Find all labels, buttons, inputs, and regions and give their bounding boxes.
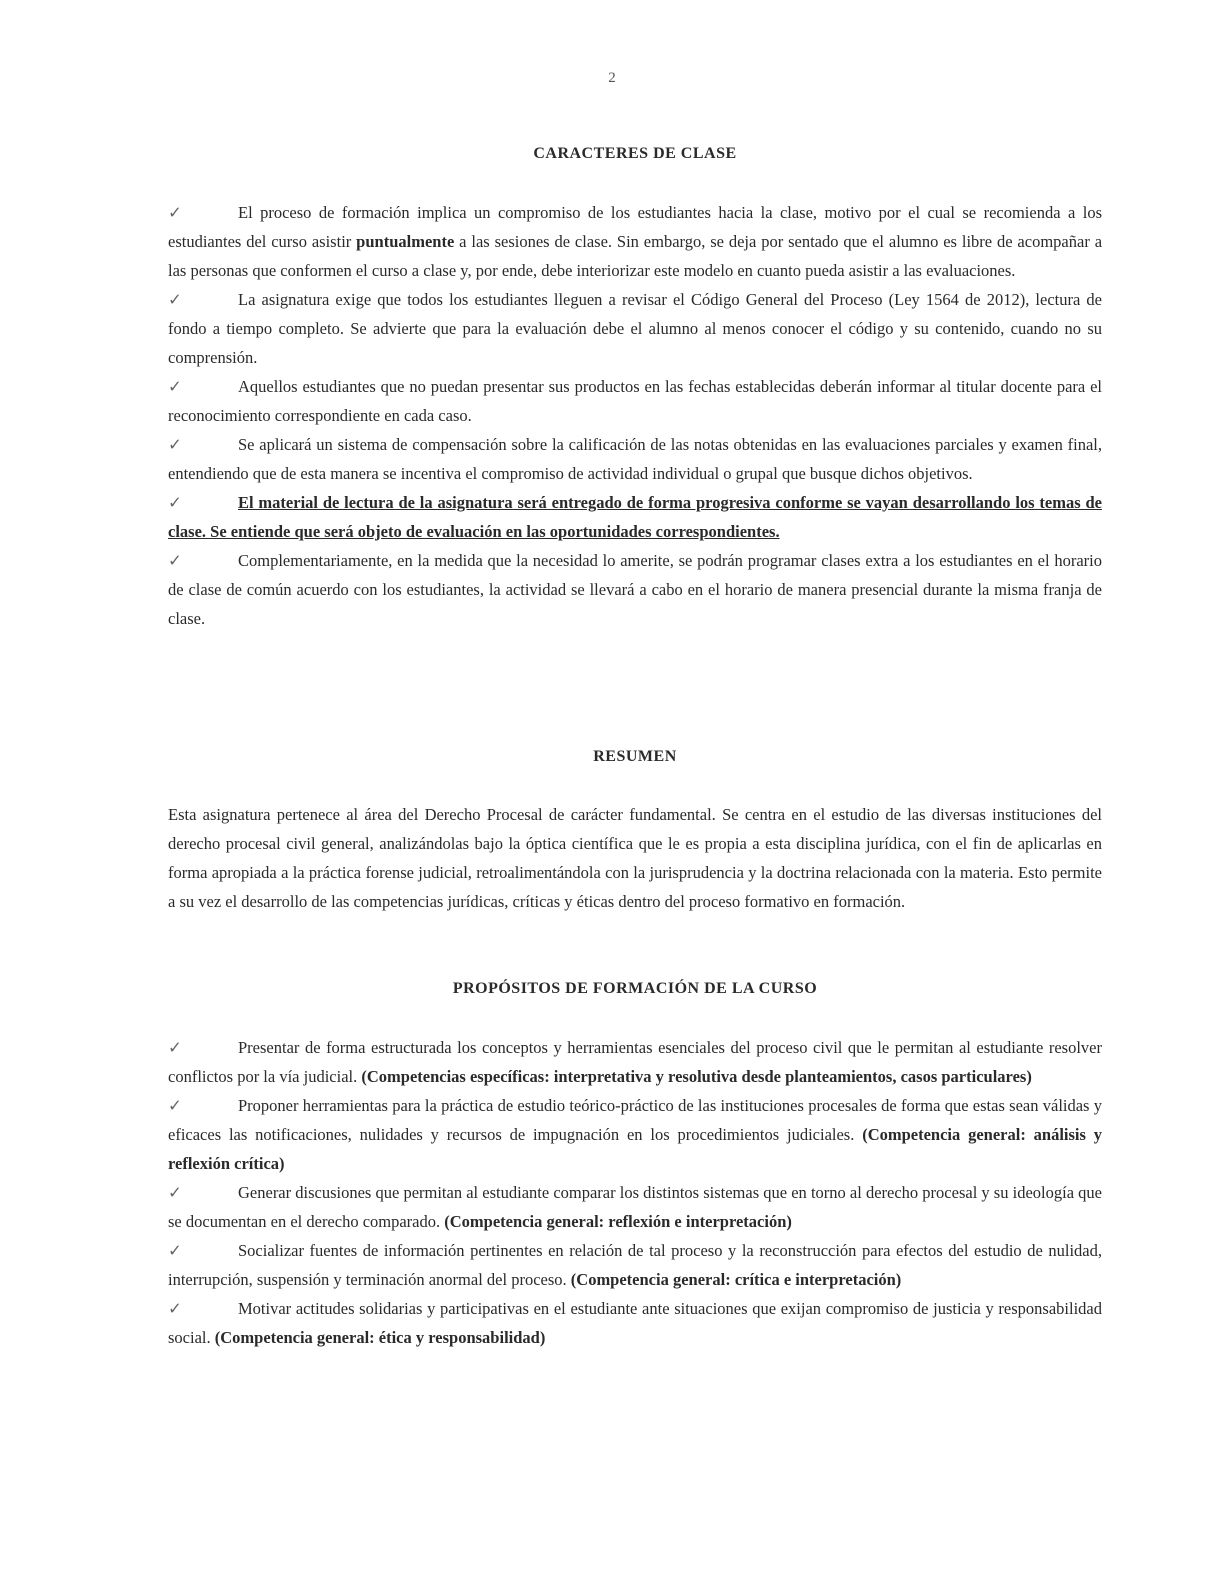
check-icon: ✓: [168, 493, 182, 512]
heading-resumen: RESUMEN: [593, 748, 677, 765]
caracteres-item-1: ✓ El proceso de formación implica un compromiso de los estudiantes hacia la clase, motivo por el cual se recomienda a los estudiantes del curso asistir puntualmente a las sesiones de clase. Sin embargo, se deja por sentado que el alumno es libre de acompañar a las personas que conformen el curso a clase y, por ende, debe interiorizar este modelo en cuanto pueda asistir a las evaluaciones.: [168, 198, 1102, 285]
check-icon: ✓: [168, 377, 182, 396]
check-icon: ✓: [168, 1096, 182, 1115]
propositos-item-1: ✓ Presentar de forma estructurada los conceptos y herramientas esenciales del proceso civil que le permitan al estudiante resolver conflictos por la vía judicial. (Competencias específicas: interpretativa y resolutiva desde planteamientos, casos particulares): [168, 1033, 1102, 1091]
resumen-text-block: [168, 800, 1102, 916]
page-number: 2: [608, 70, 616, 86]
caracteres-item-6: ✓ Complementariamente, en la medida que la necesidad lo amerite, se podrán programar clases extra a los estudiantes en el horario de clase de común acuerdo con los estudiantes, la actividad se llevará a cabo en el horario de manera presencial durante la misma franja de clase.: [168, 546, 1102, 633]
propositos-item-4: ✓ Socializar fuentes de información pertinentes en relación de tal proceso y la reconstrucción para efectos del estudio de nulidad, interrupción, suspensión y terminación anormal del proceso. (Competencia general: crítica e interpretación): [168, 1236, 1102, 1294]
check-icon: ✓: [168, 1183, 182, 1202]
competency-text: (Competencia general: reflexión e interpretación): [444, 1212, 792, 1231]
caracteres-item-2: ✓ La asignatura exige que todos los estudiantes lleguen a revisar el Código General del Proceso (Ley 1564 de 2012), lectura de fondo a tiempo completo. Se advierte que para la evaluación debe el alumno al menos conocer el código y su contenido, cuando no su comprensión.: [168, 285, 1102, 372]
check-icon: ✓: [168, 1241, 182, 1260]
emphasis-text: puntualmente: [356, 232, 455, 251]
caracteres-item-4: ✓ Se aplicará un sistema de compensación sobre la calificación de las notas obtenidas en las evaluaciones parciales y examen final, entendiendo que de esta manera se incentiva el compromiso de actividad individual o grupal que busque dichos objetivos.: [168, 430, 1102, 488]
propositos-item-2: ✓ Proponer herramientas para la práctica de estudio teórico-práctico de las instituciones procesales de forma que estas sean válidas y eficaces las notificaciones, nulidades y recursos de impugnación en los procedimientos judiciales. (Competencia general: análisis y reflexión crítica): [168, 1091, 1102, 1178]
underlined-text: El material de lectura de la asignatura será entregado de forma progresiva conforme se vayan desarrollando los temas de clase. Se entiende que será objeto de evaluación en las oportunidades correspondientes.: [168, 493, 1102, 541]
caracteres-item-5: [168, 488, 1102, 546]
caracteres-item-3: ✓ Aquellos estudiantes que no puedan presentar sus productos en las fechas establecidas deberán informar al titular docente para el reconocimiento correspondiente en cada caso.: [168, 372, 1102, 430]
resumen-paragraph: Esta asignatura pertenece al área del Derecho Procesal de carácter fundamental. Se centra en el estudio de las diversas instituciones del derecho procesal civil general, analizándolas bajo la óptica científica que le es propia a esta disciplina jurídica, con el fin de aplicarlas en forma apropiada a la práctica forense judicial, retroalimentándola con la jurisprudencia y la doctrina relacionada con la materia. Esto permite a su vez el desarrollo de las competencias jurídicas, críticas y éticas dentro del proceso formativo en formación.: [168, 805, 1102, 911]
competency-text: (Competencia general: ética y responsabilidad): [214, 1328, 546, 1347]
propositos-item-3: ✓ Generar discusiones que permitan al estudiante comparar los distintos sistemas que en torno al derecho procesal y su ideología que se documentan en el derecho comparado. (Competencia general: reflexión e interpretación): [168, 1178, 1102, 1236]
heading-propositos: PROPÓSITOS DE FORMACIÓN DE LA CURSO: [452, 980, 818, 997]
check-icon: ✓: [168, 1038, 182, 1057]
check-icon: ✓: [168, 1299, 182, 1318]
check-icon: ✓: [168, 435, 182, 454]
check-icon: ✓: [168, 551, 182, 570]
propositos-list: [168, 1033, 1102, 1352]
caracteres-list: [168, 198, 1102, 633]
check-icon: ✓: [168, 203, 182, 222]
heading-caracteres: CARACTERES DE CLASE: [533, 145, 737, 162]
competency-text: (Competencia general: análisis y reflexión crítica): [168, 1125, 1103, 1173]
competency-text: (Competencias específicas: interpretativa y resolutiva desde planteamientos, casos particulares): [361, 1067, 1032, 1086]
propositos-item-5: ✓ Motivar actitudes solidarias y participativas en el estudiante ante situaciones que exijan compromiso de justicia y responsabilidad social. (Competencia general: ética y responsabilidad): [168, 1294, 1102, 1352]
check-icon: ✓: [168, 290, 182, 309]
competency-text: (Competencia general: crítica e interpretación): [570, 1270, 902, 1289]
